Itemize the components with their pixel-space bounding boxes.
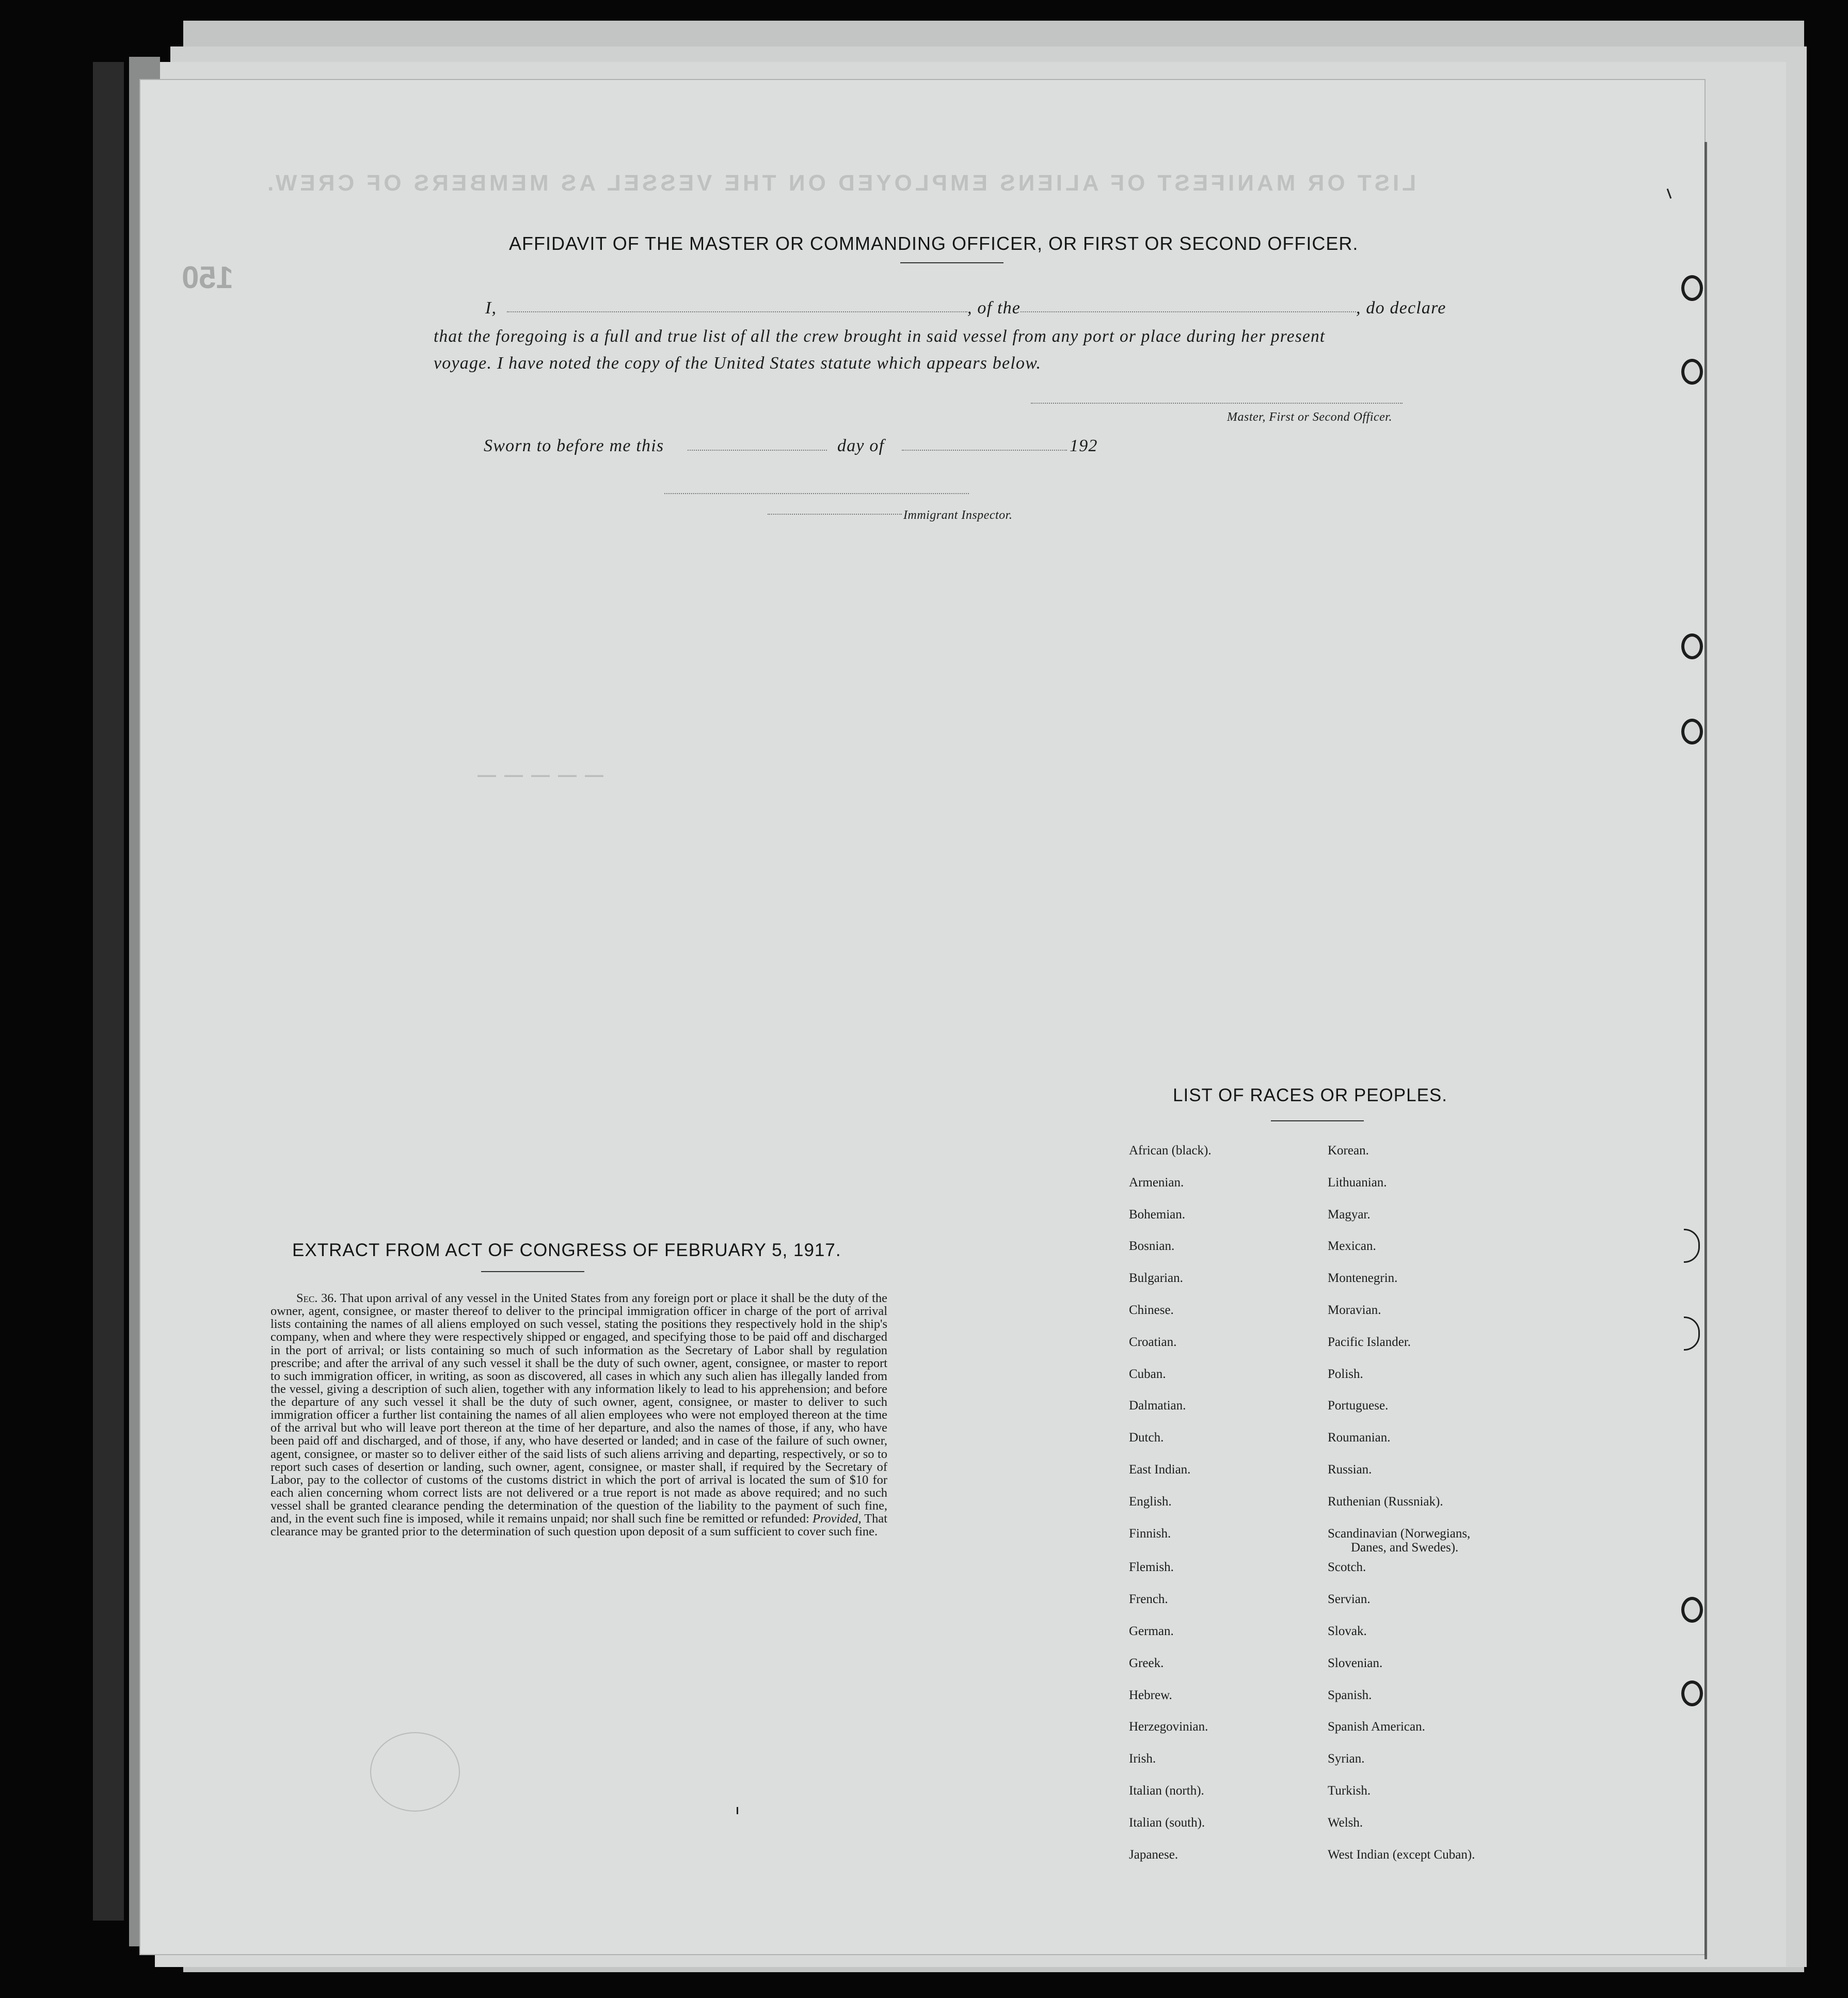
race-item: Bohemian. bbox=[1129, 1207, 1186, 1222]
race-item: Spanish American. bbox=[1328, 1720, 1425, 1734]
inspector-signature-line bbox=[664, 493, 969, 494]
race-item: Flemish. bbox=[1129, 1560, 1174, 1575]
race-item: Danes, and Swedes). bbox=[1351, 1540, 1459, 1555]
race-item: Moravian. bbox=[1328, 1303, 1381, 1317]
race-item: Italian (north). bbox=[1129, 1784, 1204, 1798]
race-item: Slovenian. bbox=[1328, 1656, 1383, 1670]
inspector-label: Immigrant Inspector. bbox=[903, 509, 1013, 522]
race-item: Magyar. bbox=[1328, 1207, 1371, 1222]
race-item: West Indian (except Cuban). bbox=[1328, 1847, 1475, 1862]
affidavit-line-start: I, bbox=[485, 298, 497, 318]
race-item: Croatian. bbox=[1129, 1335, 1177, 1349]
inspector-short-line bbox=[768, 514, 902, 515]
name-blank-line bbox=[507, 311, 967, 312]
affidavit-line-2: that the foregoing is a full and true list of all the crew brought in said vessel from any port or place during her present bbox=[434, 327, 1326, 346]
race-item: Roumanian. bbox=[1328, 1431, 1391, 1445]
scan-mark bbox=[737, 1807, 738, 1814]
race-item: East Indian. bbox=[1129, 1463, 1191, 1477]
extract-provided: Provided, bbox=[813, 1512, 862, 1526]
race-item: Pacific Islander. bbox=[1328, 1335, 1411, 1349]
master-signature-line bbox=[1031, 403, 1403, 404]
race-item: Polish. bbox=[1328, 1367, 1363, 1381]
sworn-day-blank bbox=[688, 450, 827, 451]
bleed-through-title: LIST OR MANIFEST OF ALIENS EMPLOYED ON THE VESSEL AS MEMBERS OF CREW. bbox=[264, 170, 1416, 196]
punch-hole bbox=[1681, 275, 1703, 301]
race-item: English. bbox=[1129, 1494, 1172, 1509]
race-item: Syrian. bbox=[1328, 1752, 1365, 1766]
race-item: Servian. bbox=[1328, 1592, 1371, 1607]
race-item: Armenian. bbox=[1129, 1175, 1184, 1190]
race-item: German. bbox=[1129, 1624, 1174, 1638]
sworn-year: 192 bbox=[1070, 436, 1098, 455]
punch-hole bbox=[1681, 359, 1703, 385]
extract-underline bbox=[481, 1271, 584, 1272]
race-item: Finnish. bbox=[1129, 1526, 1171, 1541]
vessel-blank-line bbox=[1021, 311, 1356, 312]
race-item: Welsh. bbox=[1328, 1815, 1363, 1830]
page-edge-shadow bbox=[1704, 142, 1707, 1959]
binding-clip bbox=[1684, 1317, 1700, 1351]
extract-title: EXTRACT FROM ACT OF CONGRESS OF FEBRUARY 5, 1917. bbox=[292, 1240, 841, 1260]
extract-body bbox=[270, 1292, 887, 1538]
punch-hole bbox=[1681, 1680, 1703, 1706]
affidavit-title: AFFIDAVIT OF THE MASTER OR COMMANDING OFFICER, OR FIRST OR SECOND OFFICER. bbox=[509, 233, 1359, 254]
manifest-page bbox=[140, 80, 1704, 1954]
race-item: Herzegovinian. bbox=[1129, 1720, 1208, 1734]
affidavit-do-declare: , do declare bbox=[1356, 298, 1446, 318]
race-item: Turkish. bbox=[1328, 1784, 1371, 1798]
race-item: Chinese. bbox=[1129, 1303, 1174, 1317]
race-item: Ruthenian (Russniak). bbox=[1328, 1494, 1443, 1509]
binding-spine bbox=[93, 62, 124, 1921]
race-item: Dutch. bbox=[1129, 1431, 1164, 1445]
race-item: Portuguese. bbox=[1328, 1399, 1389, 1413]
section-label: Sec. 36. bbox=[296, 1291, 337, 1305]
races-title: LIST OF RACES OR PEOPLES. bbox=[1173, 1085, 1448, 1105]
race-item: Mexican. bbox=[1328, 1239, 1376, 1254]
race-item: Korean. bbox=[1328, 1144, 1369, 1157]
affidavit-of-the: , of the bbox=[967, 298, 1021, 318]
race-item: Irish. bbox=[1129, 1752, 1156, 1766]
race-item: African (black). bbox=[1129, 1144, 1212, 1157]
races-underline bbox=[1271, 1120, 1364, 1121]
sworn-prefix: Sworn to before me this bbox=[484, 436, 664, 455]
race-item: Italian (south). bbox=[1129, 1815, 1205, 1830]
scan-mark bbox=[1667, 188, 1672, 199]
race-item: Montenegrin. bbox=[1328, 1271, 1398, 1286]
race-item: Scotch. bbox=[1328, 1560, 1366, 1575]
master-signature-label: Master, First or Second Officer. bbox=[1227, 410, 1392, 424]
punch-hole bbox=[1681, 633, 1703, 659]
race-item: Japanese. bbox=[1129, 1847, 1178, 1862]
binding-clip bbox=[1684, 1229, 1700, 1263]
race-item: Bosnian. bbox=[1129, 1239, 1175, 1254]
sworn-month-blank bbox=[902, 450, 1067, 451]
affidavit-line-3: voyage. I have noted the copy of the United States statute which appears below. bbox=[434, 354, 1042, 373]
race-item: Cuban. bbox=[1129, 1367, 1166, 1381]
punch-hole bbox=[1681, 719, 1703, 744]
bleed-through-middle: — — — — — bbox=[476, 764, 604, 785]
race-item: French. bbox=[1129, 1592, 1168, 1607]
race-item: Hebrew. bbox=[1129, 1688, 1172, 1702]
faint-stamp bbox=[370, 1732, 460, 1812]
race-item: Greek. bbox=[1129, 1656, 1164, 1670]
extract-text-part-2: That clearance may be granted prior to the determination of such question upon deposit of a sum sufficient to cover such fine. bbox=[270, 1512, 887, 1539]
extract-text-part-1: That upon arrival of any vessel in the United States from any foreign port or place it shall be the duty of the owner, agent, consignee, or master thereof to deliver to the principal immigration officer in charge of the port of arrival lists containing the names of all aliens employed on such vessel, stating the positions they respectively hold in the ship's company, when and where they were respectively shipped or engaged, and specifying those to be paid off and discharged in the port of arrival; or lists containing so much of such information as the Secretary of Labor shall by regulation prescribe; and after the arrival of any such vessel it shall be the duty of such owner, agent, consignee, or master to report to such immigration officer, in writing, as soon as discovered, all cases in which any such alien has illegally landed from the vessel, giving a description of such alien, together with any information likely to lead to his apprehension; and before the departure of any such vessel it shall be the duty of such owner, agent, consignee, or master to deliver to such immigration officer a further list containing the names of all alien employees who were not employed thereon at the time of the arrival but who will leave port thereon at the time of her departure, and also the names of those, if any, who have been paid off and discharged, and of those, if any, who have deserted or landed; and in case of the failure of such owner, agent, consignee, or master so to deliver either of the said lists of such aliens arriving and departing, respectively, or so to report such cases of desertion or landing, such owner, agent, consignee, or master shall, if required by the Secretary of Labor, pay to the collector of customs of the customs district in which the port of arrival is located the sum of $10 for each alien concerning whom correct lists are not delivered or a true report is not made as above required; and no such vessel shall be granted clearance pending the determination of the question of the liability to the payment of such fine, and, in the event such fine is imposed, while it remains unpaid; nor shall such fine be remitted or refunded: bbox=[270, 1291, 887, 1526]
race-item: Dalmatian. bbox=[1129, 1399, 1186, 1413]
race-item: Slovak. bbox=[1328, 1624, 1367, 1638]
race-item: Bulgarian. bbox=[1129, 1271, 1183, 1286]
race-item: Spanish. bbox=[1328, 1688, 1372, 1702]
title-underline bbox=[900, 262, 1003, 263]
bleed-through-number: 150 bbox=[182, 260, 234, 295]
race-item: Lithuanian. bbox=[1328, 1175, 1387, 1190]
race-item: Russian. bbox=[1328, 1463, 1372, 1477]
punch-hole bbox=[1681, 1597, 1703, 1623]
race-item: Scandinavian (Norwegians, bbox=[1328, 1526, 1471, 1541]
sworn-day-of: day of bbox=[837, 436, 885, 455]
